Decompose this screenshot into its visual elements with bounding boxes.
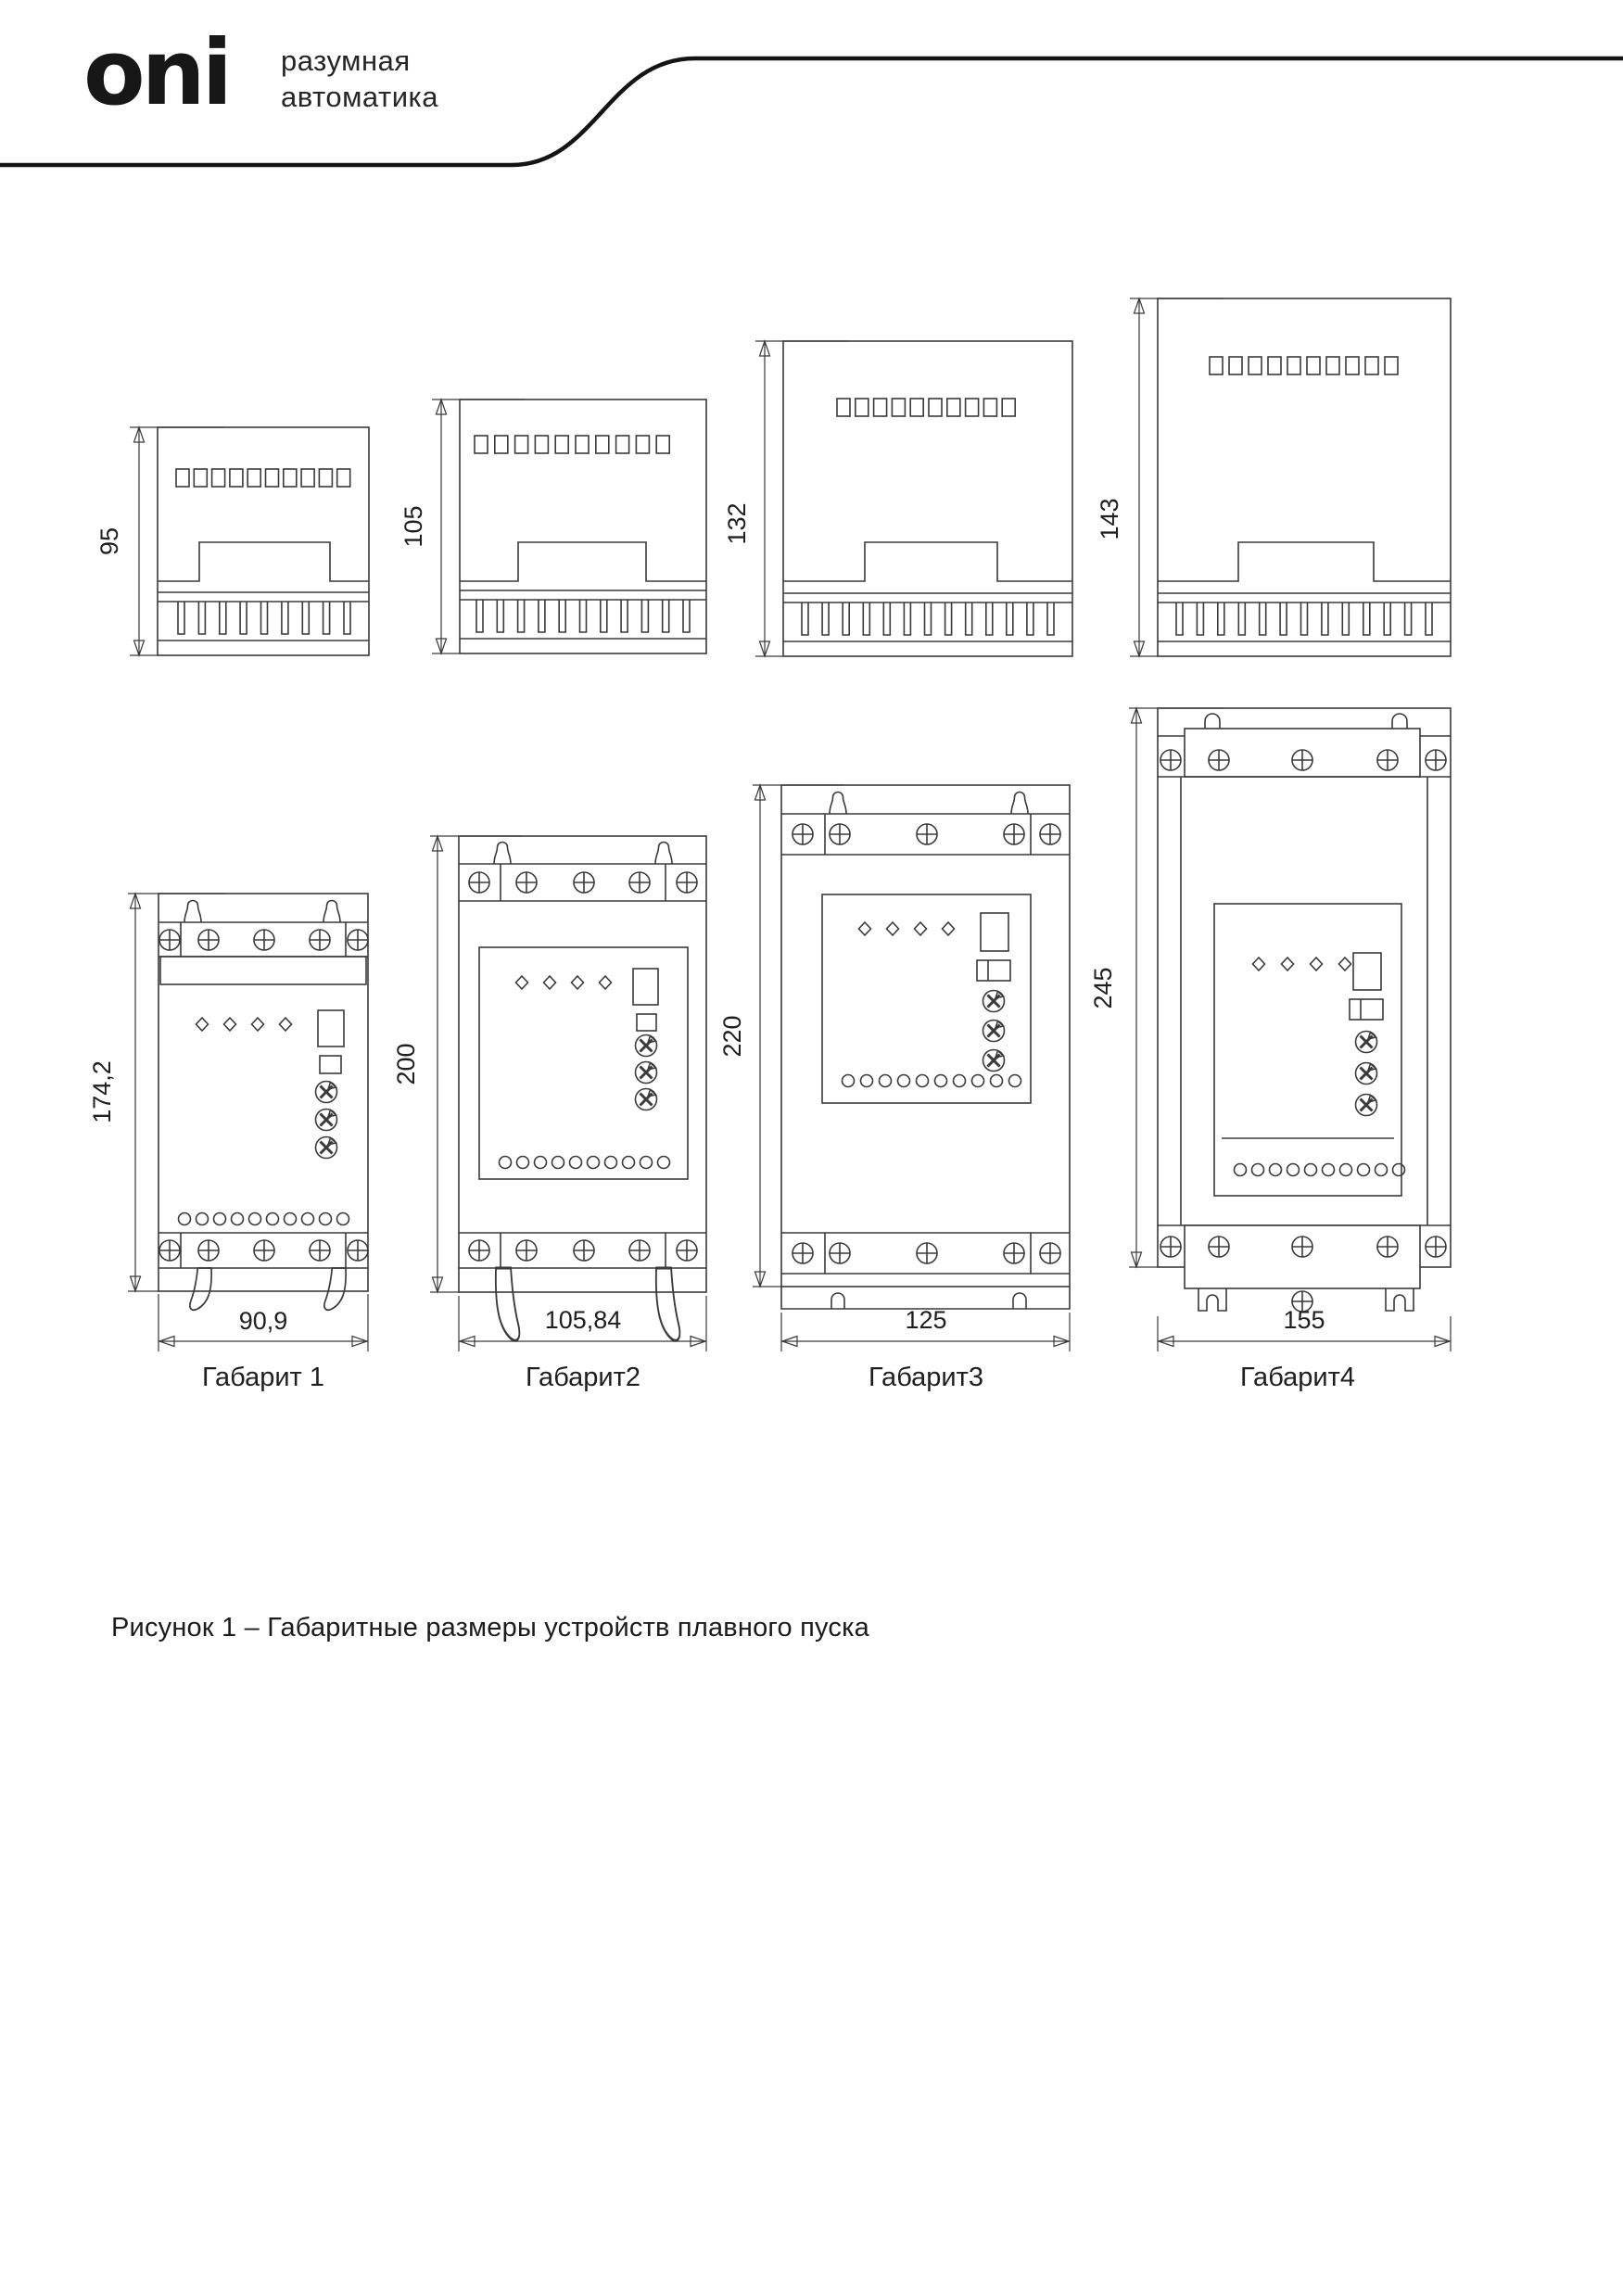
heatsink-fins	[178, 602, 350, 634]
side-view-drawing-4	[1117, 287, 1465, 669]
figure-label-3: Габарит3	[868, 1362, 983, 1392]
front-view-drawing-3	[740, 775, 1084, 1361]
status-leds	[197, 1018, 292, 1031]
display-window	[633, 969, 658, 1005]
dim-side-height-4: 143	[1095, 498, 1123, 540]
dim-width-3: 125	[905, 1305, 947, 1334]
mounting-notch	[831, 1293, 844, 1309]
keyhole-slot	[830, 793, 846, 815]
terminal-cover-bump	[460, 542, 706, 581]
vent-squares	[837, 399, 1015, 416]
adjustment-potentiometers	[636, 1035, 657, 1110]
terminal-screws-bottom	[159, 1240, 368, 1261]
display-window	[1353, 953, 1381, 990]
dim-width-4: 155	[1283, 1305, 1325, 1334]
display-window	[981, 913, 1008, 951]
device-body-side-2	[460, 400, 706, 653]
terminal-cover-bump	[158, 542, 369, 581]
vent-squares	[176, 469, 350, 487]
adjustment-potentiometers	[1356, 1032, 1377, 1116]
device-body-front-3	[781, 785, 1070, 1309]
terminal-screws-top	[159, 930, 368, 950]
terminal-cover-bump	[1158, 542, 1451, 581]
control-terminals	[1235, 1164, 1405, 1176]
figure-caption: Рисунок 1 – Габаритные размеры устройств плавного пуска	[111, 1613, 869, 1643]
height-dimension-front-3	[753, 785, 843, 1287]
height-dimension-front-4	[1129, 708, 1224, 1267]
adjustment-potentiometers	[316, 1082, 337, 1159]
device-body-front-4	[1158, 708, 1451, 1312]
button	[637, 1014, 656, 1031]
front-view-drawing-1	[117, 882, 387, 1357]
height-dimension-2	[432, 400, 525, 653]
display-window	[318, 1010, 344, 1047]
dim-front-height-4: 245	[1088, 967, 1117, 1009]
device-body-front-1	[158, 894, 368, 1310]
brand-logo: oni	[83, 20, 229, 125]
mounting-hook	[324, 1268, 346, 1310]
front-panel	[822, 894, 1031, 1103]
mounting-hook	[496, 1268, 519, 1340]
mounting-hook	[190, 1268, 211, 1310]
figure-label-2: Габарит2	[525, 1362, 640, 1392]
keyhole-slot	[323, 901, 340, 923]
control-terminals	[500, 1157, 670, 1169]
vent-squares	[1210, 357, 1398, 374]
terminal-screws-top	[469, 872, 697, 893]
dim-front-height-1: 174,2	[87, 1060, 116, 1123]
adjustment-potentiometers	[983, 991, 1005, 1072]
heatsink-fins	[476, 600, 690, 632]
status-leds	[516, 976, 612, 989]
figure-label-1: Габарит 1	[201, 1362, 325, 1392]
tagline-line-2: автоматика	[281, 81, 438, 113]
mounting-hook	[656, 1268, 679, 1340]
dim-side-height-1: 95	[95, 526, 123, 556]
terminal-screws-bottom	[792, 1243, 1060, 1263]
device-body-side-3	[783, 341, 1072, 656]
mounting-tab	[1392, 714, 1407, 729]
heatsink-fins	[802, 603, 1054, 635]
header-divider-curve	[0, 0, 1623, 185]
dim-front-height-2: 200	[391, 1043, 420, 1085]
status-leds	[1253, 958, 1351, 970]
status-leds	[859, 922, 955, 935]
mounting-tab	[1205, 714, 1220, 729]
button	[320, 1056, 341, 1073]
side-view-drawing-1	[120, 417, 380, 667]
control-terminals	[843, 1075, 1021, 1087]
terminal-screws-bottom	[469, 1240, 697, 1261]
front-view-drawing-2	[417, 825, 723, 1361]
device-body-side-4	[1158, 298, 1451, 656]
mounting-foot	[1198, 1288, 1226, 1311]
dim-side-height-3: 132	[722, 502, 751, 545]
terminal-cover-bump	[783, 542, 1072, 581]
side-view-drawing-3	[742, 330, 1084, 670]
control-terminals	[179, 1213, 349, 1225]
dim-width-2: 105,84	[544, 1305, 622, 1334]
mounting-notch	[1013, 1293, 1026, 1309]
keyhole-slot	[1011, 793, 1028, 815]
vent-squares	[475, 436, 669, 453]
terminal-screws-top	[792, 824, 1060, 844]
mounting-foot	[1386, 1288, 1414, 1311]
dim-width-1: 90,9	[238, 1306, 288, 1335]
height-dimension-front-2	[430, 836, 521, 1292]
tagline-line-1: разумная	[281, 44, 411, 77]
side-view-drawing-2	[417, 387, 714, 667]
keyhole-slot	[655, 843, 672, 865]
front-view-drawing-4	[1116, 697, 1466, 1363]
device-body-front-2	[459, 836, 706, 1340]
height-dimension-1	[130, 427, 224, 655]
button-pair	[977, 960, 1010, 981]
figure-label-4: Габарит4	[1239, 1362, 1355, 1392]
dim-side-height-2: 105	[399, 505, 427, 548]
device-body-side-1	[158, 427, 369, 655]
height-dimension-front-1	[128, 894, 224, 1291]
button-pair	[1350, 999, 1383, 1020]
keyhole-slot	[184, 901, 201, 923]
heatsink-fins	[1176, 603, 1432, 635]
dim-front-height-3: 220	[717, 1015, 746, 1058]
keyhole-slot	[494, 843, 511, 865]
